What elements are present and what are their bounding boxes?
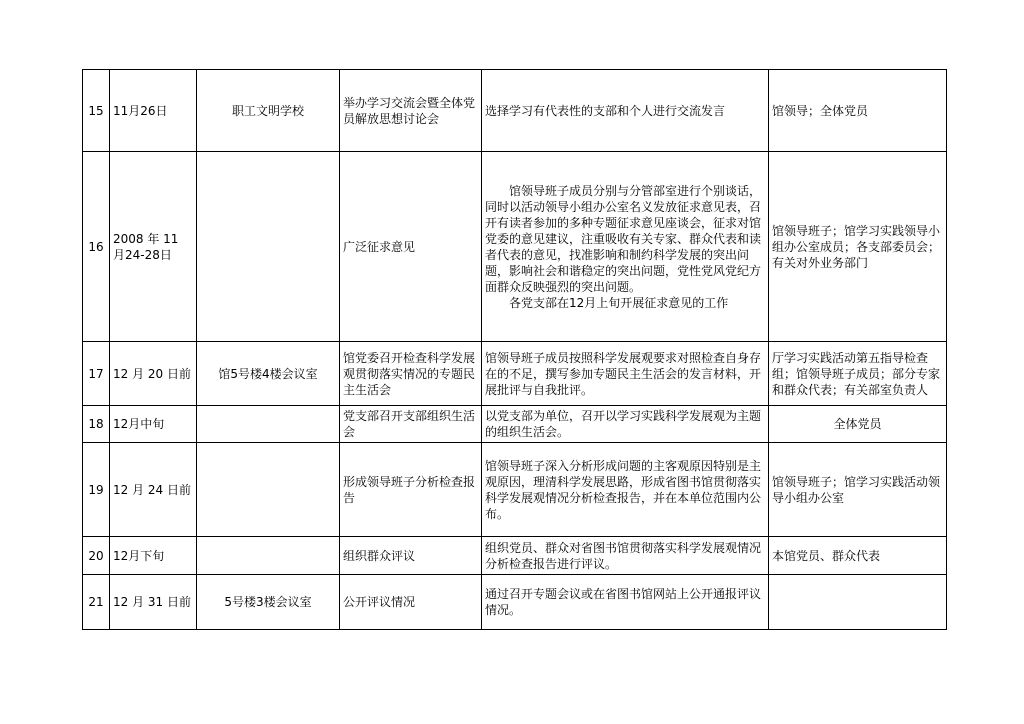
event-cell: 举办学习交流会暨全体党员解放思想讨论会 <box>340 70 482 152</box>
place-cell <box>197 537 340 575</box>
event-cell: 组织群众评议 <box>340 537 482 575</box>
table-row <box>83 70 947 152</box>
description-cell: 馆领导班子深入分析形成问题的主客观原因特别是主观原因，理清科学发展思路，形成省图书馆贯彻落实科学发展观情况分析检查报告，并在本单位范围内公布。 <box>482 443 769 537</box>
participants-cell: 馆领导；全体党员 <box>769 70 947 152</box>
participants-cell: 全体党员 <box>769 406 947 443</box>
table-row <box>83 537 947 575</box>
participants-cell: 馆领导班子；馆学习实践活动领导小组办公室 <box>769 443 947 537</box>
table-row <box>83 152 947 342</box>
participants-cell: 馆领导班子；馆学习实践领导小组办公室成员；各支部委员会；有关对外业务部门 <box>769 152 947 342</box>
row-number: 18 <box>83 406 110 443</box>
table-row <box>83 406 947 443</box>
date-cell: 2008 年 11 月24-28日 <box>110 152 197 342</box>
description-cell: 馆领导班子成员分别与分管部室进行个别谈话，同时以活动领导小组办公室名义发放征求意见表，召开有读者参加的多种专题征求意见座谈会，征求对馆党委的意见建议，注重吸收有关专家、群众代表和读者代表的意见，找准影响和制约科学发展的突出问题，影响社会和谐稳定的突出问题，党性党风党纪方面群众反映强烈的突出问题。 各党支部在12月上旬开展征求意见的工作 <box>482 152 769 342</box>
participants-cell: 本馆党员、群众代表 <box>769 537 947 575</box>
date-cell: 12 月 24 日前 <box>110 443 197 537</box>
place-cell <box>197 152 340 342</box>
date-cell: 12月下旬 <box>110 537 197 575</box>
row-number: 17 <box>83 342 110 406</box>
event-cell: 公开评议情况 <box>340 575 482 630</box>
place-cell: 5号楼3楼会议室 <box>197 575 340 630</box>
event-cell: 党支部召开支部组织生活会 <box>340 406 482 443</box>
participants-cell <box>769 575 947 630</box>
schedule-table <box>82 69 947 630</box>
date-cell: 12 月 31 日前 <box>110 575 197 630</box>
table-row <box>83 575 947 630</box>
date-cell: 11月26日 <box>110 70 197 152</box>
event-cell: 馆党委召开检查科学发展观贯彻落实情况的专题民主生活会 <box>340 342 482 406</box>
place-cell <box>197 406 340 443</box>
place-cell <box>197 443 340 537</box>
participants-cell: 厅学习实践活动第五指导检查组；馆领导班子成员；部分专家和群众代表；有关部室负责人 <box>769 342 947 406</box>
description-cell: 通过召开专题会议或在省图书馆网站上公开通报评议情况。 <box>482 575 769 630</box>
date-cell: 12月中旬 <box>110 406 197 443</box>
date-cell: 12 月 20 日前 <box>110 342 197 406</box>
description-cell: 组织党员、群众对省图书馆贯彻落实科学发展观情况分析检查报告进行评议。 <box>482 537 769 575</box>
row-number: 19 <box>83 443 110 537</box>
row-number: 20 <box>83 537 110 575</box>
event-cell: 形成领导班子分析检查报告 <box>340 443 482 537</box>
place-cell: 馆5号楼4楼会议室 <box>197 342 340 406</box>
table-row <box>83 443 947 537</box>
event-cell: 广泛征求意见 <box>340 152 482 342</box>
row-number: 21 <box>83 575 110 630</box>
place-cell: 职工文明学校 <box>197 70 340 152</box>
table-row <box>83 342 947 406</box>
description-cell: 以党支部为单位，召开以学习实践科学发展观为主题的组织生活会。 <box>482 406 769 443</box>
description-cell: 馆领导班子成员按照科学发展观要求对照检查自身存在的不足，撰写参加专题民主生活会的发言材料，开展批评与自我批评。 <box>482 342 769 406</box>
description-cell: 选择学习有代表性的支部和个人进行交流发言 <box>482 70 769 152</box>
row-number: 15 <box>83 70 110 152</box>
row-number: 16 <box>83 152 110 342</box>
